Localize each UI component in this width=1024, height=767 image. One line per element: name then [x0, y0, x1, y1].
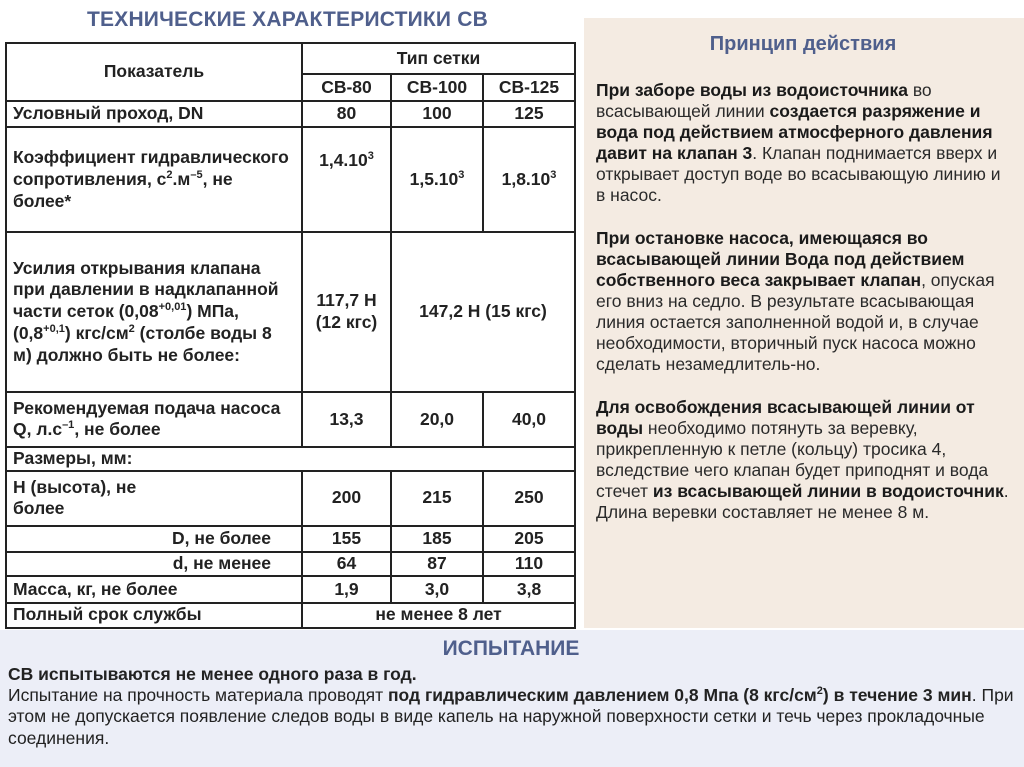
- header-type-sv100: СВ-100: [391, 74, 483, 100]
- cell-value: 1,9: [302, 576, 391, 602]
- cell-value: 1,4.10$^3$: [302, 127, 391, 232]
- test-paragraph: Испытание на прочность материала проводят под гидравлическим давлением 0,8 Мпа (8 кгс/$см^2$) в течение 3 мин. При этом не допускается появление следов воды в виде капель на наружной поверхности сетки и течь через прокладочные соединения.: [8, 684, 1014, 748]
- principle-paragraph: При заборе воды из водоисточника во всасывающей линии создается разряжение и вода под действием атмосферного давления давит на клапан 3. Клапан поднимается вверх и открывает доступ воде во всасывающую линию и в насос.: [596, 80, 1001, 205]
- table-row: [6, 526, 575, 552]
- table-row: [6, 232, 575, 392]
- row-label-sizes: Размеры, мм:: [6, 447, 575, 471]
- row-label-force: Усилия открывания клапана при давлении в надклапанной части сеток $(0,08^{+0,01})$ МПа, $(0,8^{+0,1})$ кгс/$см^2$ (столбе воды 8 м) должно быть не более:: [6, 232, 302, 392]
- cell-value: 20,0: [391, 392, 483, 447]
- cell-value: 1,8.10$^3$: [483, 127, 575, 232]
- table-row: [6, 392, 575, 447]
- cell-value: 3,0: [391, 576, 483, 602]
- row-label-height: Н (высота), не более: [6, 471, 302, 526]
- header-type-sv80: СВ-80: [302, 74, 391, 100]
- table-row: [6, 43, 575, 74]
- header-type: Тип сетки: [302, 43, 575, 74]
- principle-title: Принцип действия: [709, 33, 897, 55]
- header-indicator: Показатель: [6, 43, 302, 101]
- row-label-diam-big: D, не более: [6, 526, 302, 552]
- table-row: [6, 576, 575, 602]
- cell-value: 215: [391, 471, 483, 526]
- row-label-life: Полный срок службы: [6, 603, 302, 628]
- header-type-sv125: СВ-125: [483, 74, 575, 100]
- page-title: ТЕХНИЧЕСКИЕ ХАРАКТЕРИСТИКИ СВ: [87, 8, 488, 31]
- table-row: [6, 127, 575, 232]
- cell-value: 40,0: [483, 392, 575, 447]
- cell-value: 64: [302, 552, 391, 576]
- principle-paragraph: Для освобождения всасывающей линии от воды необходимо потянуть за веревку, прикрепленную к петле (кольцу) тросика 4, вследствие чего клапан будет приподнят и вода стечет из всасывающей линии в водоисточник. Длина веревки составляет не менее 8 м.: [596, 397, 1009, 522]
- row-label-flow: Рекомендуемая подача насоса Q, $л.с^{-1}$, не более: [6, 392, 302, 447]
- row-label-coef: Коэффициент гидравлического сопротивления, $с^2.м^{-5}$, не более*: [6, 127, 302, 232]
- cell-value: 250: [483, 471, 575, 526]
- table-row: [6, 603, 575, 628]
- specs-table: [5, 42, 576, 629]
- cell-value: 200: [302, 471, 391, 526]
- row-label-diam-small: d, не менее: [6, 552, 302, 576]
- row-label-dn: Условный проход, DN: [6, 101, 302, 127]
- cell-value: 125: [483, 101, 575, 127]
- cell-value: 87: [391, 552, 483, 576]
- cell-value: 110: [483, 552, 575, 576]
- cell-value: 1,5.10$^3$: [391, 127, 483, 232]
- cell-value: 3,8: [483, 576, 575, 602]
- test-line: СВ испытываются не менее одного раза в год.: [8, 663, 417, 684]
- principle-panel: [584, 18, 1024, 628]
- cell-value: 13,3: [302, 392, 391, 447]
- table-row: [6, 101, 575, 127]
- cell-value: 185: [391, 526, 483, 552]
- cell-value: 117,7 Н (12 кгс): [302, 232, 391, 392]
- cell-value: 147,2 Н (15 кгс): [391, 232, 575, 392]
- principle-paragraph: При остановке насоса, имеющаяся во всасывающей линии Вода под действием собственного веса закрывает клапан, опуская его вниз на седло. В результате всасывающая линия остается заполненной водой и, в случае необходимости, вторичный пуск насоса можно сделать незамедлитель-но.: [596, 228, 995, 374]
- test-title: ИСПЫТАНИЕ: [442, 637, 580, 660]
- table-row: [6, 552, 575, 576]
- cell-value: 80: [302, 101, 391, 127]
- test-panel: [0, 630, 1024, 767]
- row-label-mass: Масса, кг, не более: [6, 576, 302, 602]
- cell-value: 205: [483, 526, 575, 552]
- table-row: [6, 471, 575, 526]
- cell-value: 100: [391, 101, 483, 127]
- table-row: [6, 447, 575, 471]
- cell-value: 155: [302, 526, 391, 552]
- cell-value: не менее 8 лет: [302, 603, 575, 628]
